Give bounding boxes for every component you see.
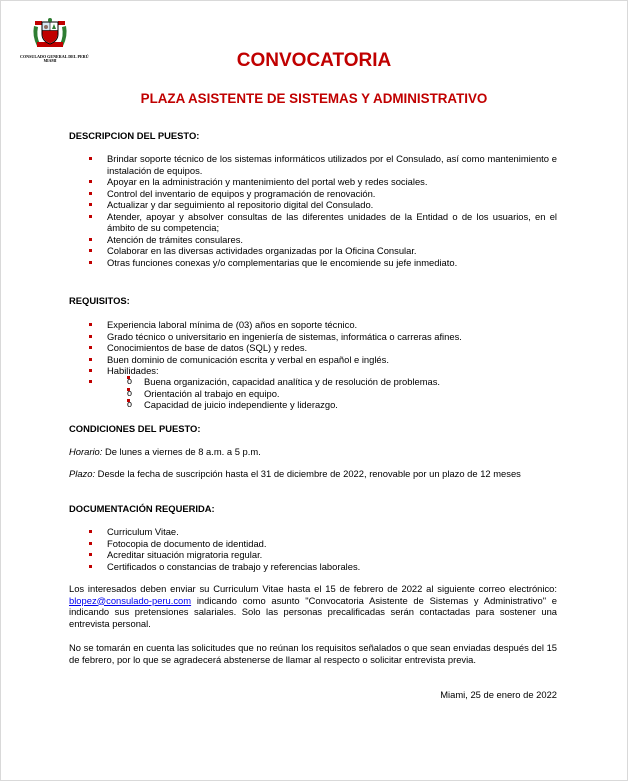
requisitos-list [69,319,557,377]
section-heading-descripcion: DESCRIPCION DEL PUESTO: [69,130,200,141]
list-item: Otras funciones conexas y/o complementarias que le encomiende su jefe inmediato. [69,257,557,269]
envio-paragraph [69,583,557,629]
document-title: CONVOCATORIA [236,50,392,71]
habilidades-list [107,376,557,411]
envio-text-before: Los interesados deben enviar su Curriculum Vitae hasta el 15 de febrero de 2022 al siguiente correo electrónico: [69,583,557,594]
list-item: Curriculum Vitae. [69,526,557,538]
list-item: Grado técnico o universitario en ingeniería de sistemas, informática o carreras afines. [69,331,557,343]
horario-text: De lunes a viernes de 8 a.m. a 5 p.m. [102,446,261,457]
horario-label: Horario: [69,446,103,457]
list-item: Fotocopia de documento de identidad. [69,538,557,550]
list-item: Conocimientos de base de datos (SQL) y redes. [69,342,557,354]
section-heading-condiciones: CONDICIONES DEL PUESTO: [69,423,201,434]
document-date: Miami, 25 de enero de 2022 [440,689,557,700]
nota-paragraph: No se tomarán en cuenta las solicitudes que no reúnan los requisitos señalados o que sean enviadas después del 15 de febrero, por lo que se agradecerá abstenerse de llamar al respecto o solicitar entrevista previa. [69,642,557,665]
list-item: Atención de trámites consulares. [69,234,557,246]
habilidades-container [69,376,557,411]
email-link[interactable]: blopez@consulado-peru.com [69,594,192,606]
list-item: Colaborar en las diversas actividades organizadas por la Oficina Consular. [69,245,557,257]
list-item: o Buena organización, capacidad analítica y de resolución de problemas. [107,376,557,388]
section-heading-documentacion: DOCUMENTACIÓN REQUERIDA: [69,503,215,514]
plazo-label: Plazo: [69,468,96,479]
logo-text-line1: CONSULADO GENERAL DEL PERÚ [20,54,89,59]
descripcion-list [69,153,557,268]
list-item: Acreditar situación migratoria regular. [69,549,557,561]
list-item: Control del inventario de equipos y programación de renovación. [69,188,557,200]
horario-paragraph [69,446,557,458]
coat-of-arms-icon [31,18,69,52]
section-heading-requisitos: REQUISITOS: [69,295,130,306]
list-item: Experiencia laboral mínima de (03) años en soporte técnico. [69,319,557,331]
list-item: Buen dominio de comunicación escrita y verbal en español e inglés. [69,354,557,366]
list-item: Actualizar y dar seguimiento al repositorio digital del Consulado. [69,199,557,211]
envio-text-after: indicando como asunto "Convocatoria Asistente de Sistemas y Administrativo" e indicando sus pretensiones salariales. Solo las personas precalificadas serán contactadas para sostener una entrevista personal. [69,594,557,629]
list-item: Habilidades: [69,365,557,377]
plazo-text: Desde la fecha de suscripción hasta el 31 de diciembre de 2022, renovable por un plazo de 12 meses [95,468,521,479]
list-item: o Capacidad de juicio independiente y liderazgo. [107,399,557,411]
list-item: Atender, apoyar y absolver consultas de las diferentes unidades de la Entidad o de los usuarios, en el ámbito de su competencia; [69,211,557,234]
list-item: Brindar soporte técnico de los sistemas informáticos utilizados por el Consulado, así como mantenimiento e instalación de equipos. [69,153,557,176]
habilidades-wrapper [69,376,557,411]
list-item: Apoyar en la administración y mantenimiento del portal web y redes sociales. [69,176,557,188]
documentacion-list [69,526,557,572]
plazo-paragraph [69,468,557,480]
logo-text-line2: MIAMI [43,59,57,63]
document-subtitle: PLAZA ASISTENTE DE SISTEMAS Y ADMINISTRATIVO [140,91,488,106]
list-item: Certificados o constancias de trabajo y referencias laborales. [69,561,557,573]
list-item: o Orientación al trabajo en equipo. [107,388,557,400]
